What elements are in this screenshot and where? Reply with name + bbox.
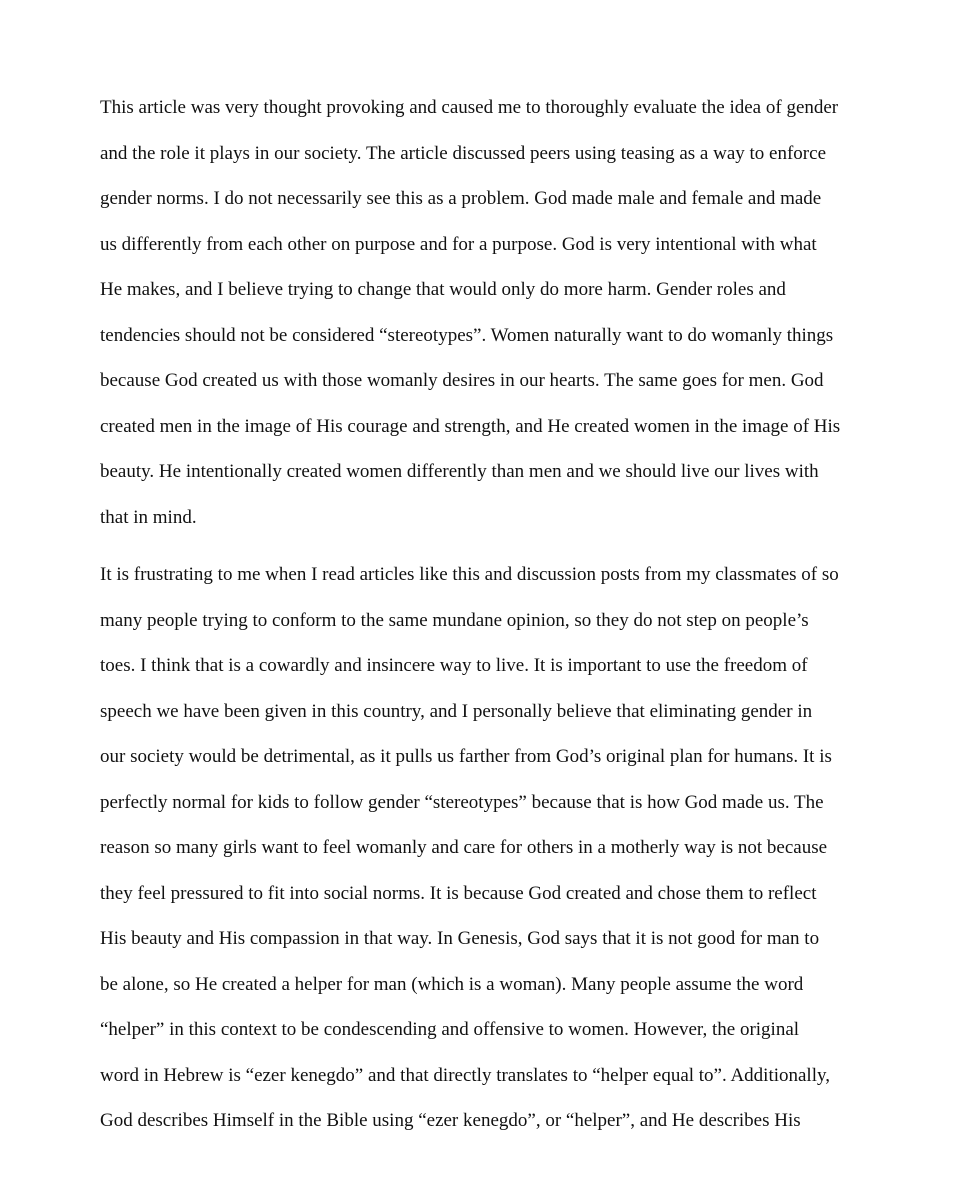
- paragraph-line: His beauty and His compassion in that way. In Genesis, God says that it is not good for man to: [100, 928, 820, 949]
- paragraph-1: [100, 96, 880, 536]
- paragraph-line: gender norms. I do not necessarily see this as a problem. God made male and female and made: [100, 188, 822, 209]
- paragraph-line: word in Hebrew is “ezer kenegdo” and that directly translates to “helper equal to”. Additionally,: [100, 1064, 831, 1086]
- paragraph-line: us differently from each other on purpose and for a purpose. God is very intentional with what: [100, 233, 817, 255]
- paragraph-line: they feel pressured to fit into social norms. It is because God created and chose them to reflect: [100, 882, 817, 904]
- paragraph-line: This article was very thought provoking and caused me to thoroughly evaluate the idea of gender: [100, 97, 839, 118]
- paragraph-line: He makes, and I believe trying to change that would only do more harm. Gender roles and: [100, 279, 786, 300]
- paragraph-line: our society would be detrimental, as it pulls us farther from God’s original plan for humans. It is: [100, 746, 832, 767]
- paragraph-line: because God created us with those womanly desires in our hearts. The same goes for men. God: [100, 370, 824, 391]
- paragraph-line: God describes Himself in the Bible using “ezer kenegdo”, or “helper”, and He describes His: [100, 1110, 801, 1131]
- paragraph-line: beauty. He intentionally created women differently than men and we should live our lives with: [100, 461, 819, 482]
- paragraph-2: [100, 563, 880, 1143]
- paragraph-line: created men in the image of His courage and strength, and He created women in the image of His: [100, 415, 841, 437]
- paragraph-line: toes. I think that is a cowardly and insincere way to live. It is important to use the freedom of: [100, 655, 808, 676]
- paragraph-line: speech we have been given in this country, and I personally believe that eliminating gender in: [100, 700, 813, 722]
- paragraph-line: reason so many girls want to feel womanly and care for others in a motherly way is not because: [100, 837, 828, 858]
- paragraph-line: “helper” in this context to be condescending and offensive to women. However, the original: [100, 1019, 800, 1040]
- paragraph-line: and the role it plays in our society. The article discussed peers using teasing as a way to enforce: [100, 142, 826, 164]
- paragraph-line: tendencies should not be considered “stereotypes”. Women naturally want to do womanly things: [100, 324, 834, 346]
- paragraph-line: be alone, so He created a helper for man (which is a woman). Many people assume the word: [100, 973, 804, 995]
- paragraph-line: that in mind.: [100, 506, 197, 528]
- paragraph-line: perfectly normal for kids to follow gender “stereotypes” because that is how God made us. The: [100, 791, 824, 813]
- paragraph-line: many people trying to conform to the same mundane opinion, so they do not step on people’s: [100, 609, 809, 631]
- paragraph-line: It is frustrating to me when I read articles like this and discussion posts from my classmates of so: [100, 564, 839, 585]
